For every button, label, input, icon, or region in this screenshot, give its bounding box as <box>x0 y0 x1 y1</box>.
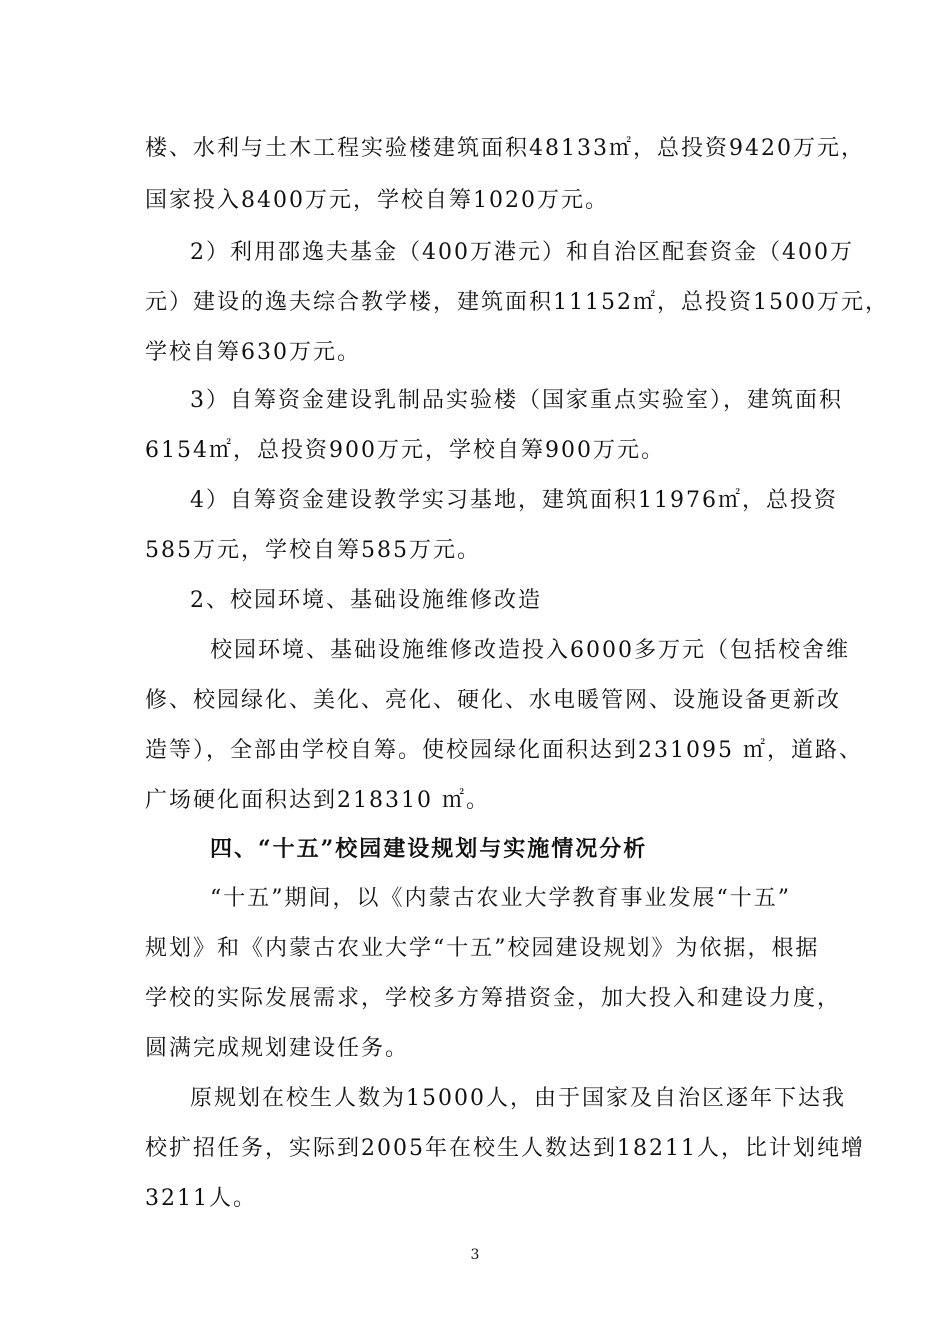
text-line-19: 圆满完成规划建设任务。 <box>145 1036 410 1061</box>
text-line-1: 楼、水利与土木工程实验楼建筑面积48133㎡，总投资9420万元， <box>145 136 865 161</box>
text-line-8: 4）自筹资金建设教学实习基地，建筑面积11976㎡，总投资 <box>190 488 838 513</box>
section-subheading: 2、校园环境、基础设施维修改造 <box>190 588 542 613</box>
text-line-13: 造等），全部由学校自筹。使校园绿化面积达到231095 ㎡，道路、 <box>145 738 863 763</box>
section-heading: 四、“十五”校园建设规划与实施情况分析 <box>210 836 648 862</box>
text-line-6: 3）自筹资金建设乳制品实验楼（国家重点实验室），建筑面积 <box>190 388 843 413</box>
text-line-11: 校园环境、基础设施维修改造投入6000多万元（包括校舍维 <box>210 638 850 663</box>
text-line-21: 校扩招任务，实际到2005年在校生人数达到18211人，比计划纯增 <box>145 1136 865 1161</box>
text-line-9: 585万元，学校自筹585万元。 <box>145 538 481 563</box>
text-line-20: 原规划在校生人数为15000人，由于国家及自治区逐年下达我 <box>190 1086 846 1111</box>
text-line-12: 修、校园绿化、美化、亮化、硬化、水电暖管网、设施设备更新改 <box>145 688 842 713</box>
text-line-5: 学校自筹630万元。 <box>145 340 361 365</box>
text-line-17: 规划》和《内蒙古农业大学“十五”校园建设规划》为依据，根据 <box>145 936 820 961</box>
text-line-2: 国家投入8400万元，学校自筹1020万元。 <box>145 188 609 213</box>
text-line-3: 2）利用邵逸夫基金（400万港元）和自治区配套资金（400万 <box>190 240 854 265</box>
text-line-16: “十五”期间，以《内蒙古农业大学教育事业发展“十五” <box>210 886 791 911</box>
text-line-4: 元）建设的逸夫综合教学楼，建筑面积11152㎡，总投资1500万元， <box>145 290 889 315</box>
page-number: 3 <box>470 1247 480 1263</box>
text-line-18: 学校的实际发展需求，学校多方筹措资金，加大投入和建设力度， <box>145 986 842 1011</box>
text-line-14: 广场硬化面积达到218310 ㎡。 <box>145 788 490 813</box>
text-line-22: 3211人。 <box>145 1186 257 1211</box>
text-line-7: 6154㎡，总投资900万元，学校自筹900万元。 <box>145 438 665 463</box>
